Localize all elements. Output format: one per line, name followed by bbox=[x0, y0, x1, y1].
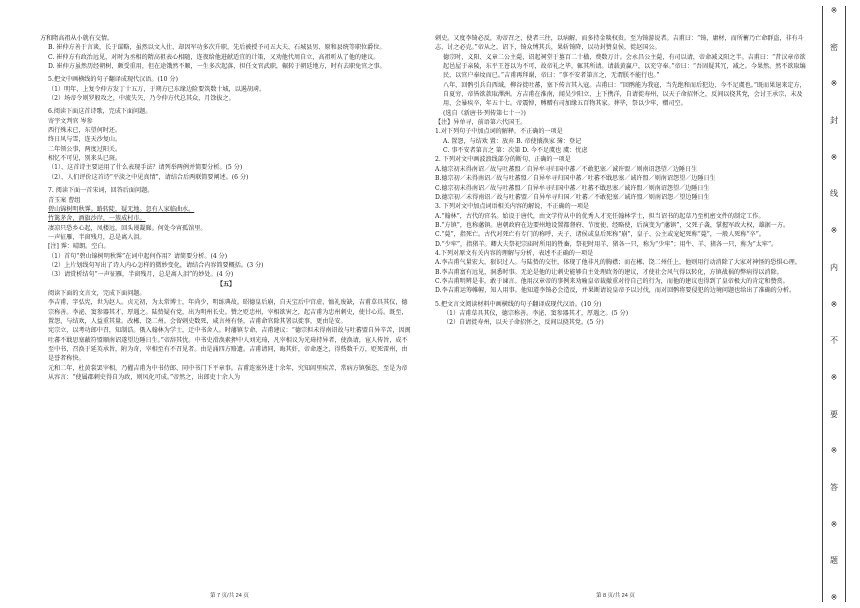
text-line: 方和隋高祖从小就有交情。 bbox=[40, 35, 114, 42]
question-4: 4.下列对原文有关内容的理解与分析，表述不正确的一项是 bbox=[435, 249, 594, 257]
passage-paragraph: 德宗时，义阳、义章二公主薨，诏起祠堂于墓百二十楹，费数万计。会永昌公主薨，有司以请，帝命减义阳之半。吉甫曰：“昔汉章帝欲起邑屋于亲陵，东平王苍以为不可，故帝礼之毕，辄其所请。请载黄赢户，以充守奉。”帝曰：“吾固疑其冗，减之。今果然。然不欲取编民，以官户奉坟而已。”吉甫再拜谢，帝曰：“事不安者第言之，无谓朕不能行也。” bbox=[443, 53, 806, 80]
passage-source: (选自《新唐书·列传第七十一》) bbox=[443, 109, 526, 117]
left-column bbox=[40, 34, 412, 382]
right-column bbox=[435, 34, 807, 328]
question-4-option-c: C.李吉甫明辨是非，敢于谏言。他用汉章帝的事例来劝喻皇帝裁撤重对待自己的行为，而他的建议也得到了皇帝极大的肯定和赞赏。 bbox=[435, 277, 789, 285]
question-3: 3. 下列对文中加点词语相关内容的解说，不正确的一项是 bbox=[435, 203, 590, 211]
question-1-options-cd: C. 事不安者第言之 第：次第 D. 今不足虞也 虞：忧虑 bbox=[443, 147, 588, 155]
question-6-1: （1）、这首诗主要运用了什么表现手法？请列举两例并简要分析。(5 分) bbox=[48, 164, 243, 172]
poem-line: 二年领公事，两度过阳关。 bbox=[48, 145, 122, 153]
side-char: ※ bbox=[830, 519, 838, 529]
question-3-option-b: B.“方镇”，也称藩镇。唐朝政府在边要州地设置都督府、节度使、经略使，后演变为“藩镇”，父死子袭，掌握军政大权，雄据一方。 bbox=[435, 221, 790, 229]
side-char: 要 bbox=[830, 409, 838, 419]
side-char: 题 bbox=[830, 556, 838, 566]
side-char: ※ bbox=[830, 299, 838, 309]
question-5: 5.把文中画横线的句子翻译成现代汉语。(10 分) bbox=[48, 76, 178, 84]
question-5-1: （1）吉甫草具其仪，德宗称善。李泌、窦参器其才，厚遇之。(5 分) bbox=[443, 309, 629, 317]
ci-line: 一声征雁，半窗残月，总是离人泪。 bbox=[48, 233, 146, 241]
passage-note: 【注】异单寻，前语第六代国王。 bbox=[435, 119, 527, 127]
question-5-2: （2）场帝令则罗般攻之，中流失矢，乃令仲方代总其众，月馀拔之。 bbox=[48, 95, 235, 103]
question-3-option-d: D.“少牢”，指猪羊。卿大夫祭祀宗庙时所用的牲畜，祭祀时用羊、猪各一只，称为“少牢”；用牛、羊、猪各一只，称为“太牢”。 bbox=[435, 240, 778, 248]
side-char: 线 bbox=[830, 189, 838, 199]
question-2-option-b: B.德宗初／未得南诏／故与吐蕃盟／自异牟寻归国中蕃／吐蕃不戢思塞／诚许盟／则南诏怨望／边陲日生 bbox=[435, 175, 716, 183]
side-char: 不 bbox=[830, 336, 838, 346]
side-char: ※ bbox=[830, 6, 838, 15]
poem-line: 终日风与雪，连天沙复山。 bbox=[48, 136, 122, 144]
question-4-option-d: D.李吉甫运筹帷幄，知人用事。他知道李锜必会造反，并果断请说皇帝予以讨伐，而对回鹘将要侵犯的边境问题也给出了准确的分析。 bbox=[435, 287, 796, 295]
question-3-option-a: A.“翰林”，古代的官名。始设于唐代，由文学侍从中的优秀人才充任翰林学士，担当诏书的起草乃至机密文件的制定工作。 bbox=[435, 212, 765, 220]
poem-line: 西行殊未已，东望何时还。 bbox=[48, 127, 122, 135]
side-char: 封 bbox=[830, 116, 838, 126]
ci-title: 青玉案 曹组 bbox=[48, 196, 81, 204]
page-footer-right: 第 8 页/共 24 页 bbox=[596, 593, 635, 599]
question-2-option-c: C.德宗初未得南诏／故与吐蕃盟／自异牟寻归国中蕃／吐蕃不戢思塞／诚许盟／则南诏怨望／边陲日生 bbox=[435, 184, 710, 192]
passage-paragraph: 八年，回鹘引兵自西域，柳谷徙吐蕃，塞下传言其入寇。吉甫曰：“回鹘能为我寇，当先绝和而后犯边，今不足虞也。”既而果退来定方，自夏穷，帝皆欲款取澤洲。方吉甫在淮南，闻吴少阳立，上下携洋，自请徙寿州，以天子命招怀之，反间以挠其党，会讨王承宗，未及用，会暴疾卒，年五十七。帝震悼，赙赠有司加缘五百物其家。葬毕，祭以少牢，赠司空。 bbox=[443, 81, 806, 108]
side-char: 内 bbox=[830, 262, 838, 272]
question-5-1: （1）明年，上复令仲方发丁十五万，于朔方已东缘边险要筑数十城，以遏胡虏。 bbox=[48, 85, 266, 93]
passage-paragraph: 刺史。又度李锜必反，劝帝召之，使者三往，以病解，而多持金啖权贵。至为锜游说者。吉甫曰：“锜，庸材，而所蓄乃亡命群盗，非有斗志，讨之必克。”帝从之，诏下，锜众缚其兵，果斩锜降，以功封赞皇侯，徙赵国公。 bbox=[435, 35, 804, 52]
question-5-2: （2）自请徙寿州，以天子命招怀之，反间以挠其党。(5 分) bbox=[443, 319, 604, 327]
option-d: D. 崔仲方虽然历经朝树，颇受重用，但在途饿然不顺，一生多次起落，担任文官武职，辗转于朝廷地方，时有去职免官之事。 bbox=[48, 63, 386, 71]
ci-line: 凄凉只恐乡心起，凤楼远，回头谩凝睇。何处今宵孤馆里。 bbox=[48, 224, 207, 232]
question-6-2: （2）、人们评价这首诗“平淡之中见真情”，请结合后两联简要阐述。(6 分) bbox=[48, 173, 249, 181]
ci-note: [注] 霁：晴朗。空白。 bbox=[48, 243, 110, 251]
ci-line: 碧山锦树明秋霁。路转陡，疑无地。忽有人家临曲水。 bbox=[48, 205, 195, 213]
question-2-option-a: A.德宗初未得南诏／故与吐蕃盟／自异牟寻归国中蕃／不敢犯塞／诚许盟／则南诏怨望／边陲日生 bbox=[435, 165, 698, 173]
side-char: ※ bbox=[830, 226, 838, 236]
passage-paragraph: 李吉甫，字弘宪，世为赵人。贞元初，为太常博士，年尚少，明练典故。昭德皇后崩，自天宝后中宫虚，恤礼废缺，吉甫草具其仪，德宗称善。李泌、窦参器其才，厚遇之。陆贽疑有党，出为明州长史。赞之贬忠州，宰相欲害之，起吉甫为忠州刺史，使甘心焉。既至，置怨，与结欢，人益重其量。改郴、饶二州。会留刺史数死，咸言州有怪，吉甫命官除其署以徙事，更由是安。 bbox=[48, 299, 408, 325]
question-1-options-ab: A. 置怨，与结欢 置：放弃 B. 帝使攘涣家 簿：登记 bbox=[443, 137, 582, 145]
passage-paragraph: 宪宗立，以考功郎中召，知制诰。俄入翰林为学士，迁中书舍人。时藩镇专命，吉甫建议：“德宗担未得南诏故与吐蕃盟自异辛苦，因闽吐蕃不戢思塞蔽符盟顺南诏遂望边陲日生。”帝辞其忧。中书史滑涣素狎中人刘光琦，凡宰相议为光琦持异者，使涣请，宦人传旨，成不至中书，召涣于延英承旨，附为奇，宰相至有不召见者。由是涌四方赂遗。吉甫请同，晦其奸，帝命逐之，得赀数千万，贬死雷州，由是誉者称快。 bbox=[48, 327, 411, 363]
side-char: ※ bbox=[830, 593, 838, 602]
side-char: ※ bbox=[830, 152, 838, 162]
side-char: 密 bbox=[830, 42, 838, 52]
side-char: ※ bbox=[830, 446, 838, 456]
poem-line: 相忆不可见，别来头已斑。 bbox=[48, 155, 122, 163]
passage-paragraph: 元和二年，杜黄裳罢宰相，乃擢吉甫为中书侍郎、同中书门下平章事。吉甫连塞外进十余年，究知闾里疾苦，常病方镇强恣，至是为帝从容言：“使属郡刺史得自为政，则风化可成。”帝然之，出郎吏十余人为 bbox=[48, 364, 408, 382]
question-7-1: （1）首句“碧山锦树明秋霁”在词中起何作用？请简要分析。(4 分) bbox=[48, 252, 228, 260]
side-char: ※ bbox=[830, 372, 838, 382]
question-4-option-a: A.李吉甫气量宏大，狠识过人。与陆贽的交往，体现了他非凡的胸襟；而在郴、饶二州任上，他则用行动消除了大家对神怪的恐惧心理。 bbox=[435, 259, 801, 267]
option-b: B. 崔仲方善于言谈，长于谋略，虽然以文入仕，却因军功多次升职，先后被授予司五大夫、石城县男、原和县统等职位爵位。 bbox=[48, 44, 386, 52]
question-2: 2. 下列对文中画波浪线部分的断句，正确的一项是 bbox=[435, 156, 571, 164]
question-5: 5.把文言文阅读材料中画横线的句子翻译成现代汉语。(10 分) bbox=[435, 300, 602, 308]
question-4-option-b: B.李吉甫富有远见，洞悉时事。无论是他的让刺史能够自主处理政务的建议，才使社会风气得以转化，方镇战祸的弊病得以消除。 bbox=[435, 268, 783, 276]
question-6: 6.阅读下面这首诗歌，完成下面问题。 bbox=[48, 108, 152, 116]
question-7-2: （2）上片划线句写出了诗人内心怎样的微妙变化，请结合内容简要概括。(3 分) bbox=[48, 261, 264, 269]
question-7-3: （3）请赏析结句“一声征雁，半窗残月，总是离人泪”的妙处。(4 分) bbox=[48, 271, 234, 279]
section-heading: 【五】 bbox=[216, 280, 236, 288]
question-1: 1.对下列句子中加点词的解释，不正确的一项是 bbox=[435, 128, 563, 136]
seal-line-strip bbox=[822, 6, 846, 602]
side-char: ※ bbox=[830, 79, 838, 89]
poem-title: 寄宇文判官 岑参 bbox=[48, 117, 93, 125]
ci-line: 竹篱茅舍，酒旗沙岸，一簇成村市。 bbox=[48, 215, 146, 223]
passage-intro: 阅读下面的文言文，完成下面问题。 bbox=[48, 289, 146, 297]
question-7: 7. 阅读下面一首宋词，回答后面问题。 bbox=[48, 187, 154, 195]
question-3-option-c: C.“薨”，指死亡。古代对死亡有专门的称呼，天子、诸侯或皇后死称“崩”，皇子、公主或宠妃死称“薨”，一般人死称“卒”。 bbox=[435, 231, 765, 239]
page-footer-left: 第 7 页/共 24 页 bbox=[210, 593, 249, 599]
question-2-option-d: D.德宗初／未得南诏／故与吐蕃盟／自异牟寻归国／吐蕃／不敢犯塞／诚许盟／则南诏怨／望边陲日生 bbox=[435, 193, 710, 201]
side-char: 答 bbox=[830, 482, 838, 492]
option-c: C. 崔仲方有政治远见，对时为丞相的隋高祖表心相随，连夜给他进献适宜的计策，又劝他代周自立，高祖听从了他的建议。 bbox=[48, 53, 380, 61]
